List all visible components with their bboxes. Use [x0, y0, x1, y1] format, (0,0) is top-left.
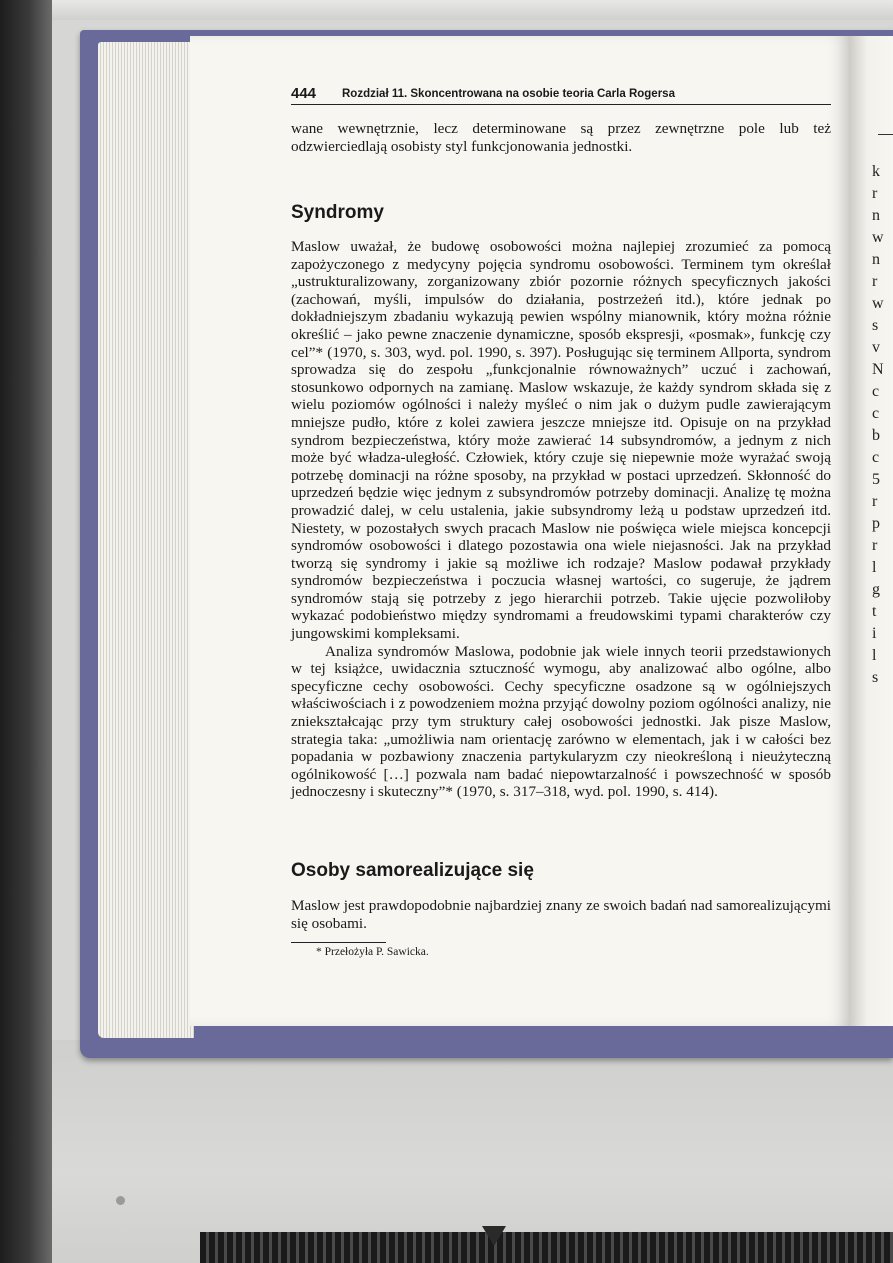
adjacent-glyph: l	[872, 647, 877, 664]
adjacent-glyph: n	[872, 251, 880, 268]
adjacent-glyph: N	[872, 361, 884, 378]
adjacent-glyph: r	[872, 185, 878, 202]
adjacent-glyph: r	[872, 273, 878, 290]
adjacent-glyph: g	[872, 581, 880, 598]
intro-text	[291, 120, 831, 155]
syndromy-body	[291, 238, 831, 801]
adjacent-glyph: c	[872, 449, 880, 466]
running-header	[291, 84, 831, 105]
adjacent-glyph: i	[872, 625, 877, 642]
scanner-frame-left	[0, 0, 52, 1263]
osoby-paragraph-1: Maslow jest prawdopodobnie najbardziej znany ze swoich badań nad samorealizującymi się osobami.	[291, 897, 831, 932]
section-heading-syndromy: Syndromy	[291, 202, 384, 223]
footnote-rule	[291, 942, 386, 943]
syndromy-paragraph-1: Maslow uważał, że budowę osobowości można najlepiej zrozumieć za pomocą zapożyczonego z medycyny pojęcia syndromu osobowości. Terminem tym określał „ustrukturalizowany, zorganizowany zbiór pozornie różnych specyficznych jakości (zachowań, myśli, impulsów do działania, postrzeżeń itd.), które jednak po dokładniejszym zbadaniu wykazują pewien wspólny mianownik, który można różnie określić – jako pewne znaczenie dynamiczne, sposób ekspresji, «posmak», funkcję czy cel”* (1970, s. 303, wyd. pol. 1990, s. 397). Posługując się terminem Allporta, syndrom sprowadza się do zespołu „funkcjonalnie równoważnych” uczuć i zachowań, stosunkowo odpornych na zamianę. Maslow wskazuje, że każdy syndrom składa się z wielu poziomów ogólności i należy myśleć o nim jak o dużym pudle zawierającym mniejsze pudło, które z kolei zawiera jeszcze mniejsze itd. Opisuje on na przykład syndrom bezpieczeństwa, który może zawierać 14 subsyndromów, a jednym z nich może być władza-uległość. Człowiek, który czuje się niepewnie może wyrażać swoją potrzebę dominacji na różne sposoby, na przykład w postaci uprzedzeń. Skłonność do uprzedzeń będzie więc jednym z subsyndromów potrzeby dominacji. Analizę tę można prowadzić dalej, w celu ustalenia, jakie subsyndromy leżą u podstaw uprzedzeń itd. Niestety, w pozostałych swych pracach Maslow nie poświęca wiele miejsca koncepcji syndromów osobowości i dlatego pozostawia ona wiele niejasności. Jak na przykład tworzą się syndromy i jakie są możliwe ich rodzaje? Maslow podawał przykłady syndromów bezpieczeństwa i poczucia własnej wartości, co sugeruje, że jądrem syndromów stają się potrzeby z jego hierarchii potrzeb. Takie ujęcie pozwoliłoby wykazać podobieństwo między syndromami a freudowskimi typami charakterów czy jungowskimi kompleksami.	[291, 238, 831, 643]
adjacent-glyph: s	[872, 317, 879, 334]
adjacent-glyph: t	[872, 603, 877, 620]
arrow-down-icon	[482, 1226, 506, 1246]
adjacent-header-rule	[878, 134, 893, 135]
adjacent-glyph: b	[872, 427, 880, 444]
intro-paragraph: wane wewnętrznie, lecz determinowane są przez zewnętrzne pole lub też odzwierciedlają osobisty styl funkcjonowania jednostki.	[291, 120, 831, 155]
adjacent-glyph: w	[872, 295, 884, 312]
adjacent-glyph: r	[872, 537, 878, 554]
adjacent-glyph: s	[872, 669, 879, 686]
syndromy-paragraph-2: Analiza syndromów Maslowa, podobnie jak wiele innych teorii przedstawionych w tej książce, uwidacznia sztuczność wymogu, aby analizować albo ogólne, albo specyficzne cechy osobowości. Cechy specyficzne osadzone są w ogólniejszych właściwościach i z powodzeniem można przyjąć dowolny poziom ogólności analizy, nie zniekształcając przy tym struktury całej osobowości jednostki. Jak pisze Maslow, strategia taka: „umożliwia nam orientację zarówno w elementach, jak i w całości bez popadania w pozbawiony znaczenia partykularyzm czy nieokreśloną i nieużyteczną ogólnikowość […] pozwala nam badać niepowtarzalność i powszechność w sposób jednoczesny i skuteczny”* (1970, s. 317–318, wyd. pol. 1990, s. 414).	[291, 642, 831, 801]
adjacent-glyph: w	[872, 229, 884, 246]
adjacent-page-edge	[850, 36, 893, 1026]
book-page-edges	[98, 42, 194, 1038]
scanner-frame-top	[52, 0, 893, 20]
adjacent-glyph: 5	[872, 471, 880, 488]
section-heading-osoby: Osoby samorealizujące się	[291, 860, 534, 881]
adjacent-glyph: n	[872, 207, 880, 224]
osoby-body	[291, 897, 831, 932]
page-number: 444	[291, 85, 317, 102]
scanner-edge-strip	[200, 1232, 893, 1263]
adjacent-glyph: c	[872, 405, 880, 422]
chapter-title: Rozdział 11. Skoncentrowana na osobie teoria Carla Rogersa	[342, 88, 675, 100]
adjacent-glyph: v	[872, 339, 880, 356]
adjacent-glyph: r	[872, 493, 878, 510]
adjacent-glyph: k	[872, 163, 880, 180]
footnote: * Przełożyła P. Sawicka.	[316, 946, 429, 958]
scanner-bed	[52, 1040, 893, 1263]
adjacent-glyph: p	[872, 515, 880, 532]
dust-mark	[116, 1196, 125, 1205]
adjacent-glyph: c	[872, 383, 880, 400]
adjacent-glyph: l	[872, 559, 877, 576]
